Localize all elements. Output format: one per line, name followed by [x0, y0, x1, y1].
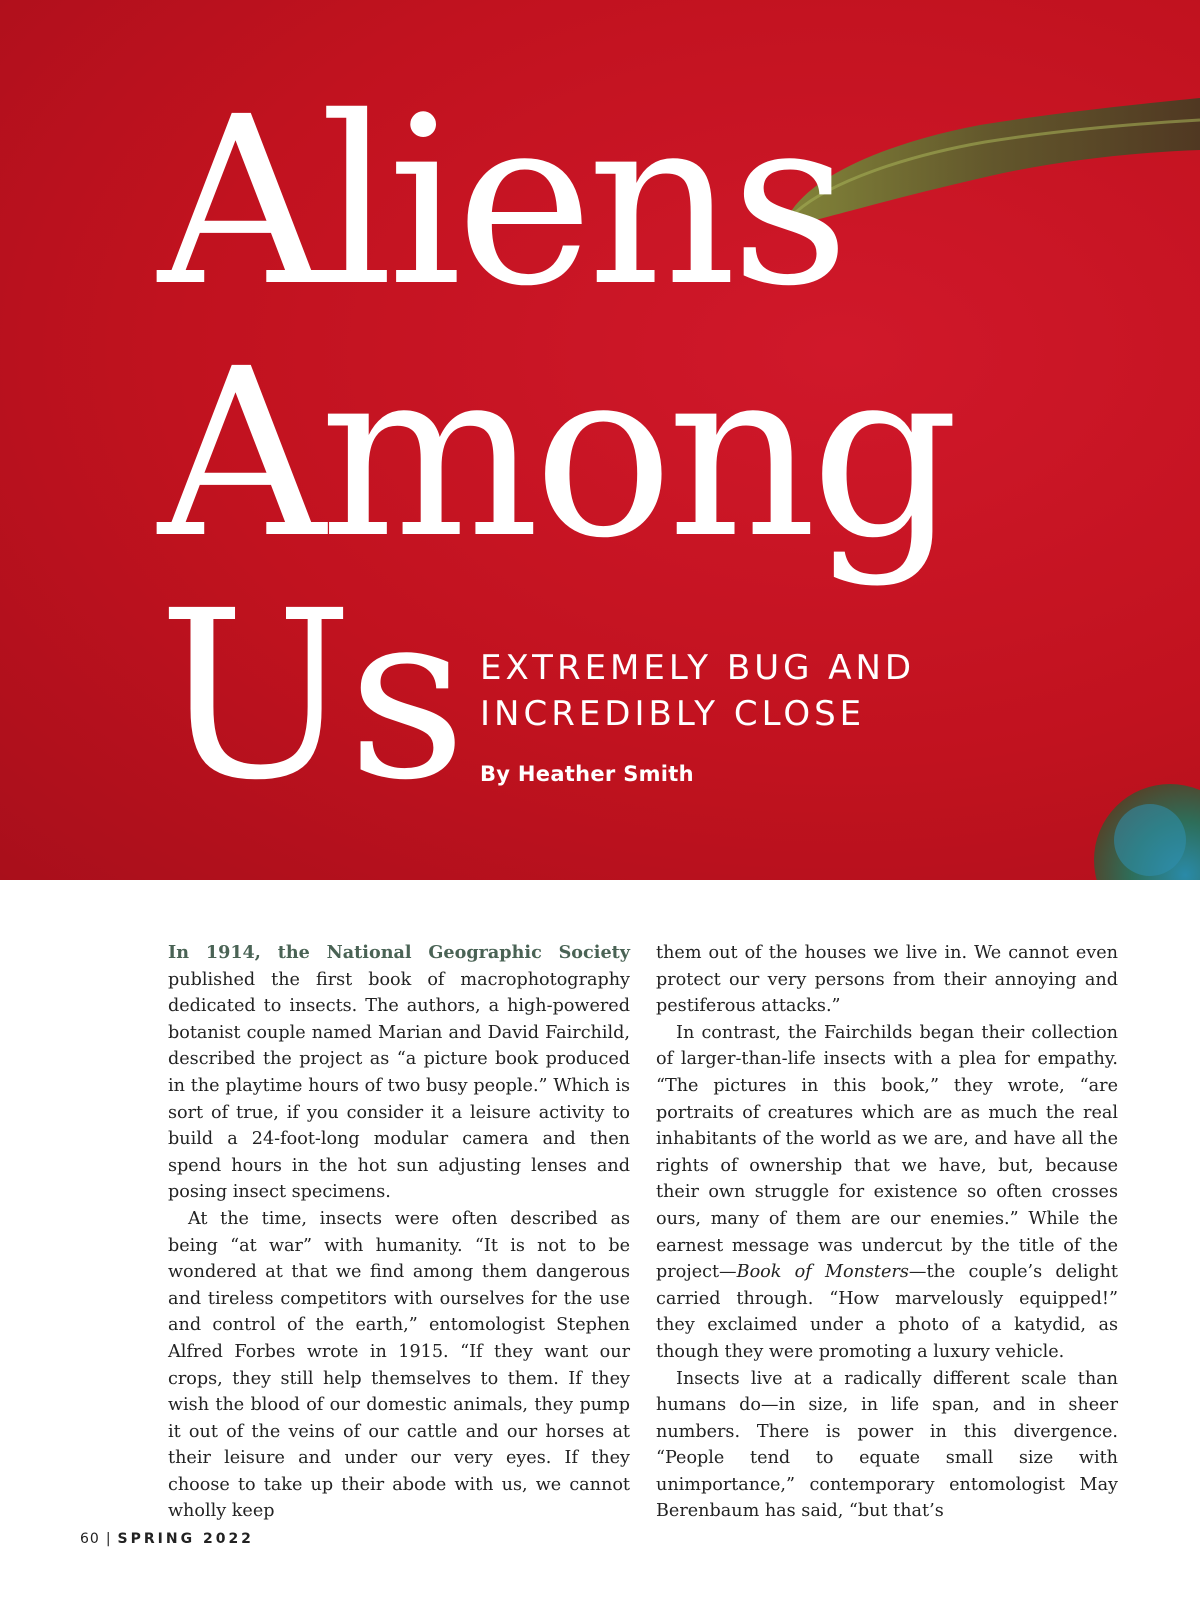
subtitle-line-2: INCREDIBLY CLOSE: [480, 694, 866, 734]
book-title: Book of Monsters: [736, 1262, 909, 1283]
paragraph: them out of the houses we live in. We cannot even protect our very persons from their annoying and pestiferous attacks.”: [656, 943, 1118, 1017]
footer-separator: |: [105, 1531, 112, 1547]
paragraph-text: In contrast, the Fairchilds began their collection of larger-than-life insects with a plea for empathy. “The pictures in this book,” they wrote, “are portraits of creatures which are as much the real inhabitants of the world as we are, and have all the rights of ownership that we have, but, because their own struggle for existence so often crosses ours, many of them are our enemies.” While the earnest message was undercut by the title of the project—: [656, 1022, 1118, 1283]
subtitle-line-1: EXTREMELY BUG AND: [480, 648, 916, 688]
antenna-shape: [786, 98, 1200, 225]
paragraph: [168, 940, 630, 1206]
paragraph: Insects live at a radically different scale than humans do—in size, in life span, and in sheer numbers. There is power in this divergence. “People tend to equate small size with unimportance,” contemporary entomologist May Berenbaum has said, “but that’s: [656, 1368, 1118, 1522]
article-column-left: [168, 940, 630, 1525]
paragraph-text: —the couple’s delight carried through. “How marvelously equipped!” they exclaimed under a photo of a katydid, as though they were promoting a luxury vehicle.: [656, 1262, 1118, 1362]
page-number: 60: [80, 1531, 100, 1547]
title-line-among: Among: [158, 319, 954, 589]
paragraph-text: published the first book of macrophotography dedicated to insects. The authors, a high-powered botanist couple named Marian and David Fairchild, described the project as “a picture book produced in the playtime hours of two busy people.” Which is sort of true, if you consider it a leisure activity to build a 24-foot-long modular camera and then spend hours in the hot sun adjusting lenses and posing insect specimens.: [168, 969, 630, 1203]
title-line-us: Us: [158, 561, 461, 831]
issue-label: SPRING 2022: [117, 1531, 254, 1547]
page-footer: [80, 1531, 254, 1547]
title-line-aliens: Aliens: [158, 67, 844, 337]
paragraph: At the time, insects were often described as being “at war” with humanity. “It is not to be wondered at that we find among them dangerous and tireless competitors with ourselves for the use and control of the earth,” entomologist Stephen Alfred Forbes wrote in 1915. “If they want our crops, they still help themselves to them. If they wish the blood of our domestic animals, they pump it out of the veins of our cattle and our horses at their leisure and under our very eyes. If they choose to take up their abode with us, we cannot wholly keep: [168, 1208, 630, 1522]
lead-in: In 1914, the National Geographic Society: [168, 942, 630, 963]
paragraph: [656, 1020, 1118, 1366]
byline: By Heather Smith: [480, 762, 694, 786]
article-column-right: [656, 940, 1118, 1525]
